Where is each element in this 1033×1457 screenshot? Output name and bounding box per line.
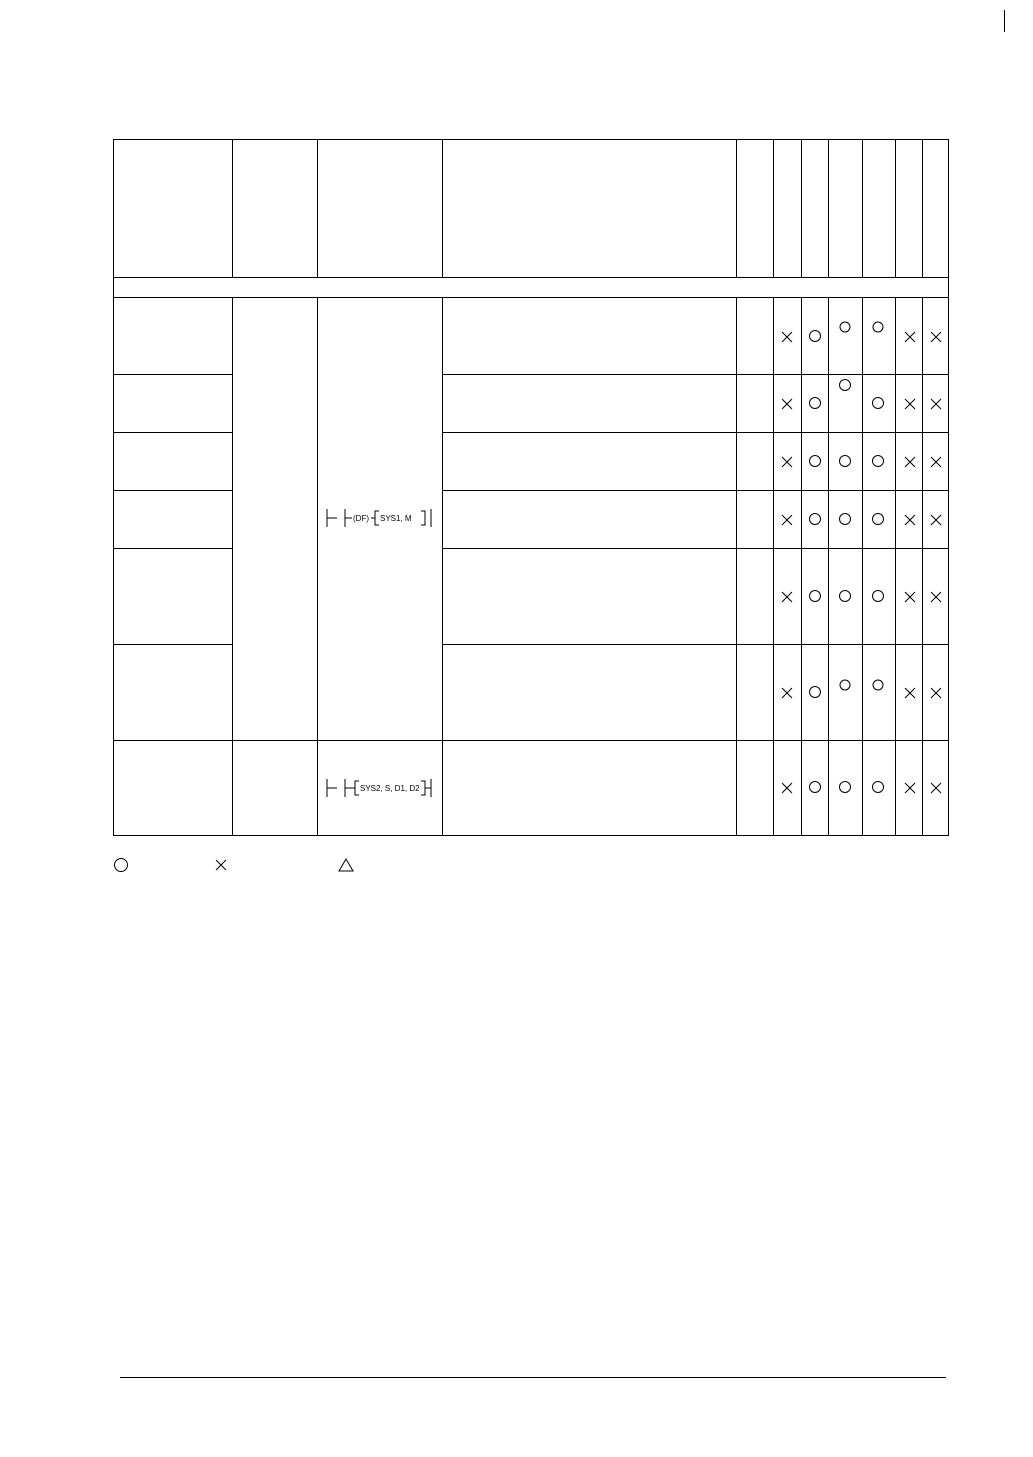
cross-icon	[903, 590, 917, 604]
table-rule-row-6	[113, 740, 949, 741]
table-col-rule-4	[736, 139, 737, 277]
ladder-1-instruction: SYS1, M	[380, 514, 412, 523]
body-col-rule-3	[442, 297, 443, 836]
cross-icon	[903, 686, 917, 700]
table-rule-row-3	[113, 490, 232, 491]
table-rule-row-1	[113, 374, 232, 375]
body-col-rule-4	[736, 297, 737, 836]
cross-icon	[929, 455, 943, 469]
body-col-rule-7	[828, 297, 829, 836]
legend-cross-icon	[213, 857, 229, 873]
circle-icon	[838, 320, 852, 334]
table-col-rule-3	[442, 139, 443, 277]
cross-icon	[929, 686, 943, 700]
table-rule-row-1b	[442, 374, 949, 375]
cross-icon	[780, 330, 794, 344]
table-rule-row-5	[113, 644, 232, 645]
cross-icon	[929, 397, 943, 411]
ladder-2-instruction: SYS2, S, D1, D2	[360, 784, 420, 793]
table-col-rule-8	[862, 139, 863, 277]
table-rule-row-3b	[442, 490, 949, 491]
table-rule-row-4b	[442, 548, 949, 549]
cross-icon	[903, 455, 917, 469]
cross-icon	[780, 781, 794, 795]
legend-triangle-icon	[338, 857, 354, 873]
table-rule-row-4	[113, 548, 232, 549]
table-col-rule-9	[895, 139, 896, 277]
body-col-rule-1	[232, 297, 233, 836]
table-col-rule-7	[828, 139, 829, 277]
body-col-rule-2	[317, 297, 318, 836]
circle-icon	[838, 589, 852, 603]
instruction-table	[113, 139, 949, 836]
body-col-rule-10	[922, 297, 923, 836]
table-col-rule-6	[801, 139, 802, 277]
body-col-rule-5	[773, 297, 774, 836]
table-rule-row-5b	[442, 644, 949, 645]
cross-icon	[903, 330, 917, 344]
table-rule-section	[113, 297, 949, 298]
circle-icon	[808, 685, 822, 699]
table-col-rule-2	[317, 139, 318, 277]
circle-icon	[808, 780, 822, 794]
circle-icon	[871, 320, 885, 334]
cross-icon	[903, 781, 917, 795]
ladder-diagram-sys2	[325, 777, 435, 799]
body-col-rule-6	[801, 297, 802, 836]
circle-icon	[808, 396, 822, 410]
cross-icon	[929, 590, 943, 604]
circle-icon	[838, 780, 852, 794]
page-edge-mark	[1004, 10, 1005, 32]
table-rule-row-2b	[442, 432, 949, 433]
body-col-rule-8	[862, 297, 863, 836]
cross-icon	[780, 513, 794, 527]
circle-icon	[808, 589, 822, 603]
cross-icon	[929, 781, 943, 795]
table-col-rule-10	[922, 139, 923, 277]
circle-icon	[808, 512, 822, 526]
cross-icon	[780, 686, 794, 700]
circle-icon	[871, 396, 885, 410]
circle-icon	[808, 454, 822, 468]
cross-icon	[780, 455, 794, 469]
table-rule-row-2	[113, 432, 232, 433]
circle-icon	[871, 780, 885, 794]
circle-icon	[838, 512, 852, 526]
circle-icon	[871, 512, 885, 526]
circle-icon	[871, 454, 885, 468]
circle-icon	[871, 678, 885, 692]
ladder-1-contact: (DF)	[353, 514, 369, 523]
cross-icon	[903, 397, 917, 411]
cross-icon	[929, 330, 943, 344]
circle-icon	[838, 454, 852, 468]
circle-icon	[838, 378, 852, 392]
table-col-rule-1	[232, 139, 233, 277]
footer-rule	[120, 1377, 946, 1378]
table-rule-header	[113, 277, 949, 278]
body-col-rule-9	[895, 297, 896, 836]
table-col-rule-5	[773, 139, 774, 277]
circle-icon	[808, 329, 822, 343]
circle-icon	[838, 678, 852, 692]
ladder-diagram-sys1	[325, 507, 435, 529]
cross-icon	[780, 397, 794, 411]
cross-icon	[929, 513, 943, 527]
cross-icon	[903, 513, 917, 527]
circle-icon	[871, 589, 885, 603]
cross-icon	[780, 590, 794, 604]
legend-circle-icon	[113, 857, 129, 873]
